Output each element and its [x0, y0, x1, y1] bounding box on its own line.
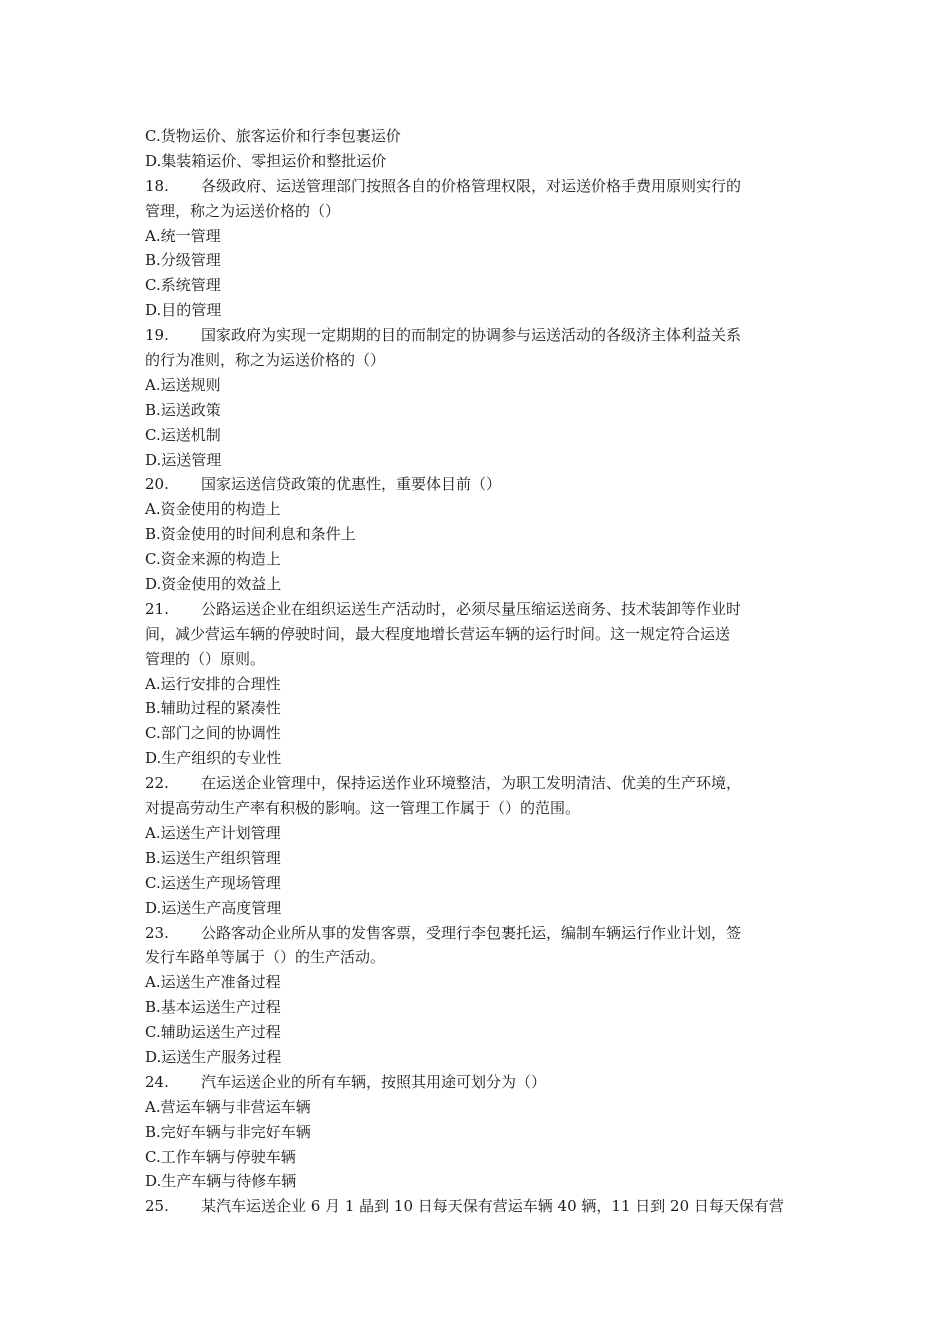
answer-option: A.营运车辆与非营运车辆: [145, 1097, 311, 1116]
question-text-continued: 的行为准则，称之为运送价格的（）: [145, 351, 386, 370]
question-item: [145, 597, 807, 672]
question-text: 各级政府、运送管理部门按照各自的价格管理权限，对运送价格手费用原则实行的: [201, 176, 742, 195]
question-item: [145, 323, 807, 373]
question-number: 20.: [145, 475, 169, 494]
answer-option: C.部门之间的协调性: [145, 724, 281, 743]
answer-option: B.完好车辆与非完好车辆: [145, 1122, 311, 1141]
question-item: [145, 174, 807, 224]
answer-option: A.资金使用的构造上: [145, 500, 281, 519]
question-text: 国家政府为实现一定期期的目的而制定的协调参与运送活动的各级济主体利益关系: [201, 326, 742, 345]
question-text: 汽车运送企业的所有车辆，按照其用途可划分为（）: [201, 1072, 547, 1091]
answer-option: A.运送规则: [145, 375, 221, 394]
question-text-continued: 对提高劳动生产率有积极的影响。这一管理工作属于（）的范围。: [145, 799, 581, 818]
question-item: [145, 472, 807, 497]
question-text: 某汽车运送企业 6 月 1 晶到 10 日每天保有营运车辆 40 辆，11 日到 20 日每天保有营: [201, 1197, 784, 1216]
answer-option: A.统一管理: [145, 226, 221, 245]
question-text: 在运送企业管理中，保持运送作业环境整洁，为职工发明清洁、优美的生产环境，: [201, 774, 742, 793]
answer-option: B.辅助过程的紧凑性: [145, 699, 281, 718]
answer-option: C.运送机制: [145, 425, 221, 444]
question-number: 19.: [145, 326, 169, 345]
question-number: 23.: [145, 923, 169, 942]
answer-option: D.生产车辆与待修车辆: [145, 1172, 297, 1191]
answer-option: B.运送政策: [145, 400, 221, 419]
question-item: [145, 1194, 807, 1219]
answer-option: A.运行安排的合理性: [145, 674, 281, 693]
question-item: [145, 1070, 807, 1095]
question-number: 22.: [145, 774, 169, 793]
answer-option: C.辅助运送生产过程: [145, 1023, 281, 1042]
question-text-continued: 发行车路单等属于（）的生产活动。: [145, 948, 386, 967]
answer-option: C.货物运价、旅客运价和行李包裹运价: [145, 127, 401, 145]
question-number: 21.: [145, 599, 169, 618]
answer-option: A.运送生产准备过程: [145, 973, 281, 992]
question-number: 25.: [145, 1197, 169, 1216]
answer-option: C.工作车辆与停驶车辆: [145, 1147, 296, 1166]
question-text: 公路运送企业在组织运送生产活动时，必须尽量压缩运送商务、技术装卸等作业时: [201, 599, 742, 618]
question-number: 18.: [145, 176, 169, 195]
answer-option: B.运送生产组织管理: [145, 848, 281, 867]
question-text-continued: 间，减少营运车辆的停驶时间，最大程度地增长营运车辆的运行时间。这一规定符合运送: [145, 624, 731, 643]
answer-option: D.目的管理: [145, 301, 222, 320]
question-text: 国家运送信贷政策的优惠性，重要体目前（）: [201, 475, 502, 494]
question-text-continued: 管理的（）原则。: [145, 649, 266, 668]
question-text: 公路客动企业所从事的发售客票，受理行李包裹托运，编制车辆运行作业计划，签: [201, 923, 742, 942]
answer-option: D.资金使用的效益上: [145, 575, 282, 594]
question-item: [145, 771, 807, 821]
answer-option: B.分级管理: [145, 251, 221, 270]
answer-option: D.生产组织的专业性: [145, 749, 282, 768]
answer-option: C.资金来源的构造上: [145, 550, 281, 569]
answer-option: B.基本运送生产过程: [145, 998, 281, 1017]
answer-option: B.资金使用的时间利息和条件上: [145, 525, 356, 544]
answer-option: D.集装箱运价、零担运价和整批运价: [145, 151, 387, 170]
answer-option: C.运送生产现场管理: [145, 873, 281, 892]
answer-option: D.运送管理: [145, 450, 222, 469]
question-number: 24.: [145, 1072, 169, 1091]
answer-option: A.运送生产计划管理: [145, 823, 281, 842]
answer-option: D.运送生产高度管理: [145, 898, 282, 917]
question-item: [145, 921, 807, 971]
question-text-continued: 管理，称之为运送价格的（）: [145, 201, 341, 220]
answer-option: D.运送生产服务过程: [145, 1047, 282, 1066]
answer-option: C.系统管理: [145, 276, 221, 295]
